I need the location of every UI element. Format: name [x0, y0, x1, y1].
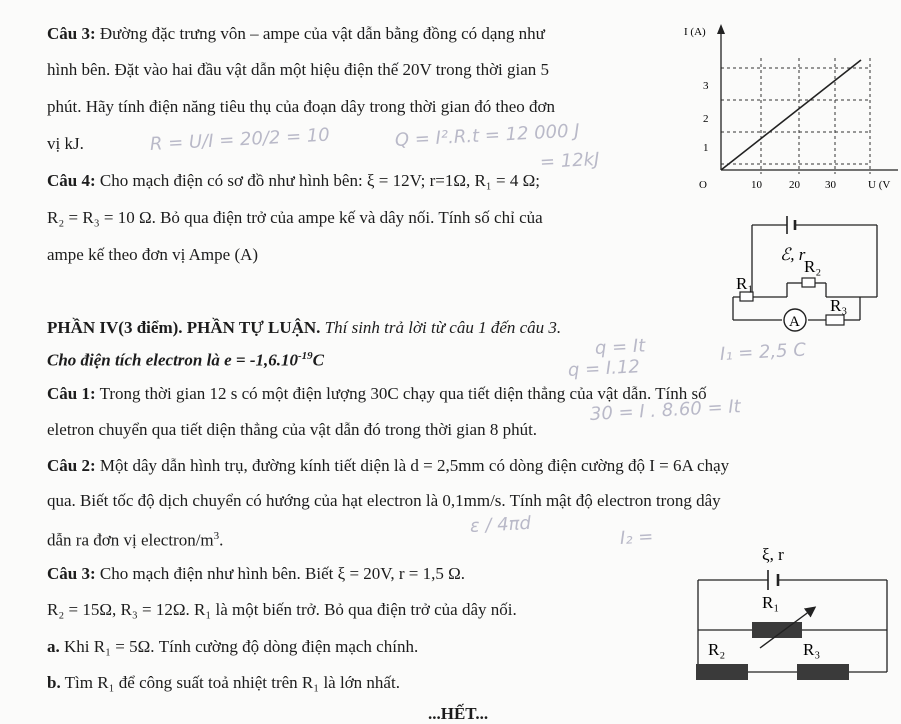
q1-label: Câu 1: [47, 384, 96, 403]
handwriting-note-7: 30 = I . 8.60 = It [589, 396, 742, 425]
resistor-r3 [826, 315, 844, 325]
graph-ytick-1: 1 [703, 142, 709, 154]
q2-label: Câu 2: [47, 456, 96, 475]
q2-line2: qua. Biết tốc độ dịch chuyển có hướng của hạt electron là 0,1mm/s. Tính mật độ electron trong dây [47, 491, 721, 510]
graph-x-label: U (V [868, 179, 891, 191]
q3b-line2: R₂ = 15Ω, R₃ = 12Ω. R₁ là một biến trở. Bỏ qua điện trở của dây nối. [47, 600, 517, 619]
q2-line3: dẫn ra đơn vị electron/$m^3$. [47, 530, 224, 550]
circuit1-r1-label: R₁ [736, 274, 754, 293]
handwriting-note-1: R = U/I = 20/2 = 10 [149, 124, 331, 155]
q3b-line1: Câu 3: Cho mạch điện như hình bên. Biết ξ = 20V, r = 1,5 Ω. [47, 564, 466, 583]
circuit2-source-label: ξ, r [762, 545, 784, 564]
circuit2-r3-label: R₃ [803, 640, 821, 659]
q3a-line4: vị kJ. [47, 134, 84, 153]
charge-note: Cho điện tích electron là $e = -1,6.10^{-19}C$ [47, 350, 325, 370]
q3a-line3: phút. Hãy tính điện năng tiêu thụ của đoạn dây trong thời gian đó theo đơn [47, 97, 556, 116]
q3a-line2: hình bên. Đặt vào hai đầu vật dẫn một hiệu điện thế 20V trong thời gian 5 [47, 60, 550, 79]
handwriting-note-2: Q = I².R.t = 12 000 J [394, 120, 581, 151]
q4-line3: ampe kế theo đơn vị Ampe (A) [47, 245, 259, 264]
circuit1-r2-label: R₂ [804, 257, 822, 276]
handwriting-note-4: q = It [594, 335, 646, 359]
end-marker: ...HẾT... [428, 704, 489, 723]
graph-y-label: I (A) [684, 26, 706, 38]
resistor-r3-block [797, 664, 849, 680]
circuit-1 [700, 205, 890, 335]
graph-xtick-30: 30 [825, 179, 836, 191]
circuit2-r2-label: R₂ [708, 640, 726, 659]
q4-line2: R₂ = R₃ = 10 Ω. Bỏ qua điện trở của ampe kế và dây nối. Tính số chỉ của [47, 208, 543, 227]
resistor-r2 [802, 278, 815, 287]
q1-line1: Câu 1: Trong thời gian 12 s có một điện lượng 30C chạy qua tiết diện thẳng của vật dẫn. Tính số [47, 384, 707, 403]
handwriting-note-8: ε / 4πd [469, 512, 532, 537]
resistor-r1 [740, 292, 753, 301]
circuit-2 [690, 535, 895, 695]
circuit1-r3-label: R₃ [830, 296, 848, 315]
q2-line1: Câu 2: Một dây dẫn hình trụ, đường kính tiết diện là d = 2,5mm có dòng điện cường độ I = 6A chạy [47, 456, 730, 475]
q4-label: Câu 4: [47, 171, 96, 190]
handwriting-note-6: I₁ = 2,5 C [719, 339, 807, 365]
q3a-label: Câu 3: [47, 24, 96, 43]
q3b-part-b: b. Tìm R₁ để công suất toả nhiệt trên R₁ là lớn nhất. [47, 673, 400, 692]
q1-line2: eletron chuyển qua tiết diện thẳng của vật dẫn đó trong thời gian 8 phút. [47, 420, 538, 439]
handwriting-note-5: q = I.12 [567, 356, 641, 381]
circuit1-ammeter-label: A [789, 314, 800, 330]
graph-ytick-2: 2 [703, 113, 709, 125]
q3a-line1: Câu 3: Đường đặc trưng vôn – ampe của vật dẫn bằng đồng có dạng như [47, 24, 545, 43]
iu-line [721, 60, 861, 170]
graph-xtick-20: 20 [789, 179, 800, 191]
q4-line1: Câu 4: Cho mạch điện có sơ đồ như hình bên: ξ = 12V; r=1Ω, R₁ = 4 Ω; [47, 171, 540, 190]
graph-xtick-10: 10 [751, 179, 762, 191]
q3b-label: Câu 3: [47, 564, 96, 583]
handwriting-note-3: = 12kJ [539, 148, 600, 173]
graph-ytick-3: 3 [703, 80, 709, 92]
handwriting-note-9: I₂ = [619, 526, 654, 549]
resistor-r2-block [696, 664, 748, 680]
circuit2-r1-label: R₁ [762, 593, 780, 612]
circuit1-source-label: ℰ, r [780, 245, 806, 264]
iu-graph [665, 14, 901, 194]
part4-heading: PHẦN IV(3 điểm). PHẦN TỰ LUẬN. Thí sinh trả lời từ câu 1 đến câu 3. [47, 318, 562, 337]
graph-origin: O [699, 179, 707, 191]
q3b-part-a: a. Khi R₁ = 5Ω. Tính cường độ dòng điện mạch chính. [47, 637, 419, 656]
